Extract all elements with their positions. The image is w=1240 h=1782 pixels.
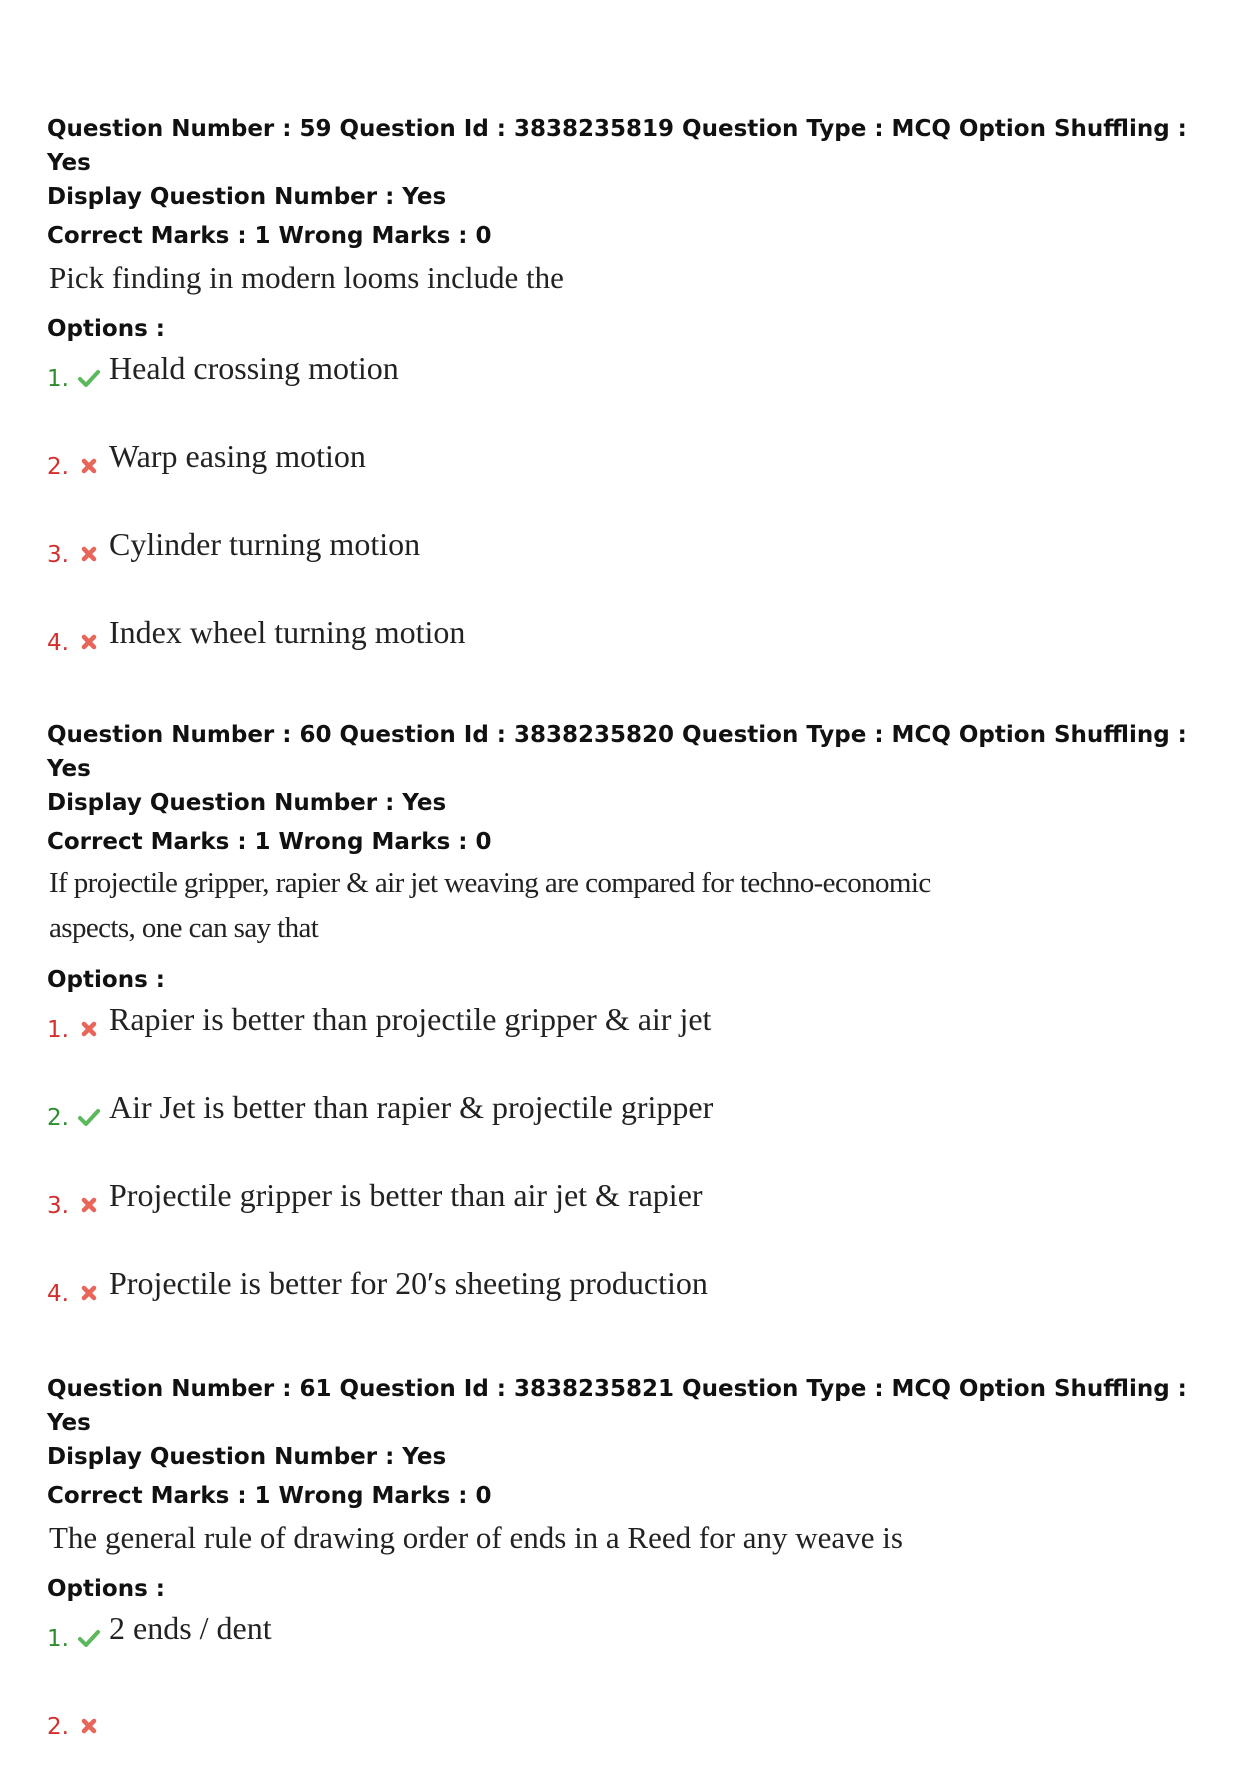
option-4 <box>47 1261 1207 1349</box>
option-text: Projectile gripper is better than air jet & rapier <box>109 1177 703 1213</box>
cross-icon <box>77 454 101 478</box>
question-text-line: If projectile gripper, rapier & air jet weaving are compared for techno-economic <box>49 867 931 899</box>
check-icon <box>77 366 101 390</box>
option-2 <box>47 1694 1207 1782</box>
question-60 <box>47 718 1207 1349</box>
display-question-number: Display Question Number : Yes <box>47 1444 447 1470</box>
cross-icon <box>77 1714 101 1738</box>
option-text: Air Jet is better than rapier & projectile gripper <box>109 1089 714 1125</box>
option-number: 2. <box>47 1105 69 1131</box>
question-text-line: The general rule of drawing order of ends in a Reed for any weave is <box>49 1520 903 1555</box>
cross-icon <box>77 1281 101 1305</box>
options-label: Options : <box>47 967 165 993</box>
question-text-line: aspects, one can say that <box>49 912 319 944</box>
display-question-number: Display Question Number : Yes <box>47 790 447 816</box>
option-number: 4. <box>47 630 69 656</box>
option-number: 4. <box>47 1281 69 1307</box>
cross-icon <box>77 1017 101 1041</box>
marks-info: Correct Marks : 1 Wrong Marks : 0 <box>47 829 492 855</box>
options-list <box>47 346 1207 698</box>
cross-icon <box>77 1193 101 1217</box>
option-1 <box>47 1606 1207 1694</box>
options-label: Options : <box>47 316 165 342</box>
option-number: 1. <box>47 1626 69 1652</box>
question-meta: Question Number : 59 Question Id : 3838235819 Question Type : MCQ Option Shuffling : Yes <box>47 116 1187 176</box>
option-number: 3. <box>47 1193 69 1219</box>
question-text <box>49 861 1207 951</box>
option-text: Index wheel turning motion <box>109 614 466 650</box>
option-text: Rapier is better than projectile gripper & air jet <box>109 1001 712 1037</box>
option-number: 3. <box>47 542 69 568</box>
option-1 <box>47 346 1207 434</box>
cross-icon <box>77 542 101 566</box>
option-2 <box>47 434 1207 522</box>
marks-info: Correct Marks : 1 Wrong Marks : 0 <box>47 223 492 249</box>
question-text-line: Pick finding in modern looms include the <box>49 260 564 295</box>
question-meta: Question Number : 61 Question Id : 3838235821 Question Type : MCQ Option Shuffling : Yes <box>47 1376 1187 1436</box>
options-list <box>47 997 1207 1349</box>
question-meta: Question Number : 60 Question Id : 3838235820 Question Type : MCQ Option Shuffling : Yes <box>47 722 1187 782</box>
question-text <box>49 255 1207 300</box>
option-text: Heald crossing motion <box>109 350 399 386</box>
question-61 <box>47 1372 1207 1782</box>
option-1 <box>47 997 1207 1085</box>
option-text: Warp easing motion <box>109 438 366 474</box>
option-text: 2 ends / dent <box>109 1610 272 1646</box>
option-3 <box>47 1173 1207 1261</box>
option-4 <box>47 610 1207 698</box>
option-3 <box>47 522 1207 610</box>
option-text: Projectile is better for 20′s sheeting production <box>109 1265 708 1301</box>
question-text <box>49 1515 1207 1560</box>
option-number: 1. <box>47 366 69 392</box>
options-label: Options : <box>47 1576 165 1602</box>
option-number: 2. <box>47 1714 69 1740</box>
option-2 <box>47 1085 1207 1173</box>
cross-icon <box>77 630 101 654</box>
display-question-number: Display Question Number : Yes <box>47 184 447 210</box>
option-text: Cylinder turning motion <box>109 526 421 562</box>
check-icon <box>77 1626 101 1650</box>
marks-info: Correct Marks : 1 Wrong Marks : 0 <box>47 1483 492 1509</box>
options-list <box>47 1606 1207 1782</box>
option-number: 2. <box>47 454 69 480</box>
option-number: 1. <box>47 1017 69 1043</box>
question-paper-page <box>47 0 1207 1755</box>
question-59 <box>47 112 1207 698</box>
check-icon <box>77 1105 101 1129</box>
